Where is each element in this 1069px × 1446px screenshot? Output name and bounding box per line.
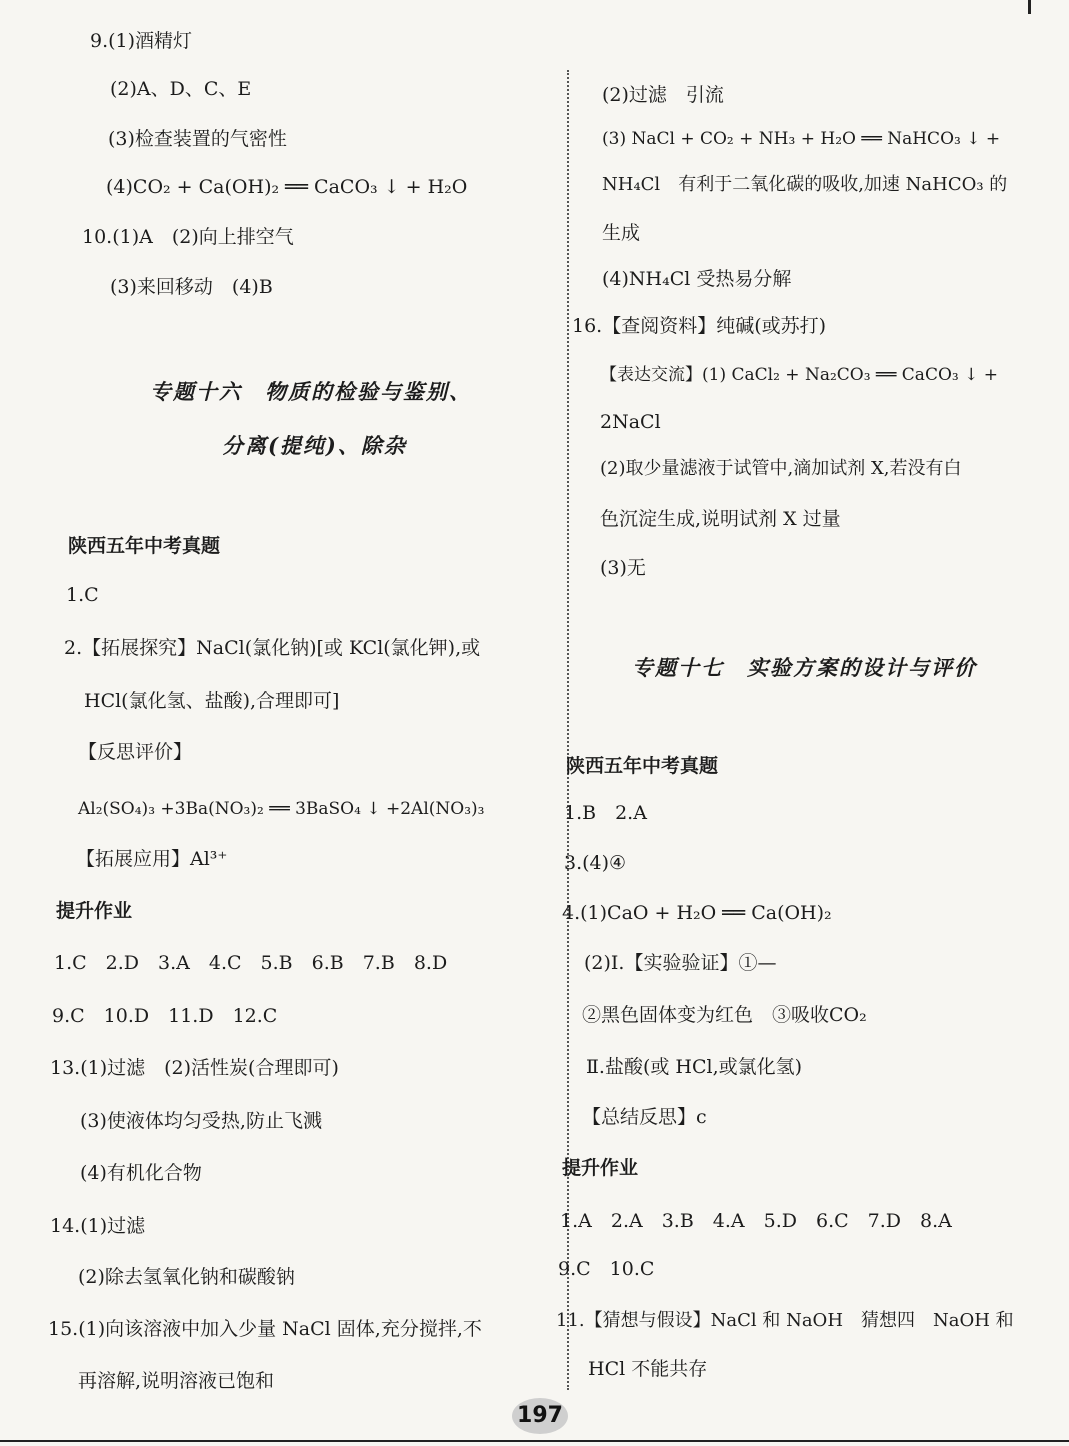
answer-line: (4)有机化合物 <box>80 1162 202 1184</box>
answer-line: 1.C 2.D 3.A 4.C 5.B 6.B 7.B 8.D <box>54 952 448 974</box>
page-number: 197 <box>512 1398 568 1434</box>
corner-mark <box>1028 0 1031 14</box>
answer-line: 1.C <box>66 584 99 606</box>
answer-line: (2)过滤 引流 <box>602 84 724 106</box>
answer-line: 9.(1)酒精灯 <box>90 30 193 52</box>
answer-line: 16.【查阅资料】纯碱(或苏打) <box>572 315 827 337</box>
equation-line: 【表达交流】(1) CaCl₂ + Na₂CO₃ ══ CaCO₃ ↓ + <box>600 365 998 385</box>
equation-line: Al₂(SO₄)₃ +3Ba(NO₃)₂ ══ 3BaSO₄ ↓ +2Al(NO₃)₃ <box>78 799 485 819</box>
answer-line: 1.B 2.A <box>564 802 647 824</box>
answer-line: 【总结反思】c <box>582 1106 707 1128</box>
answer-line: ②黑色固体变为红色 ③吸收CO₂ <box>582 1004 867 1026</box>
equation-line: (3) NaCl + CO₂ + NH₃ + H₂O ══ NaHCO₃ ↓ + <box>602 129 1001 149</box>
answer-line: (3)来回移动 (4)B <box>110 276 273 298</box>
answer-line: 9.C 10.C <box>558 1258 655 1280</box>
answer-line: 再溶解,说明溶液已饱和 <box>78 1370 275 1392</box>
answer-line: 11.【猜想与假设】NaCl 和 NaOH 猜想四 NaOH 和 <box>556 1310 1014 1331</box>
answer-line: 9.C 10.D 11.D 12.C <box>52 1005 278 1027</box>
answer-line: Ⅱ.盐酸(或 HCl,或氯化氢) <box>586 1056 803 1078</box>
answer-line: 15.(1)向该溶液中加入少量 NaCl 固体,充分搅拌,不 <box>48 1318 482 1340</box>
answer-line: 色沉淀生成,说明试剂 X 过量 <box>600 508 841 530</box>
answer-line: 2NaCl <box>600 411 661 433</box>
section-heading: 提升作业 <box>56 900 133 922</box>
bottom-rule <box>0 1440 1069 1442</box>
answer-line: 14.(1)过滤 <box>50 1215 146 1237</box>
section-heading: 陕西五年中考真题 <box>68 535 221 557</box>
answer-line: 【反思评价】 <box>78 741 193 763</box>
answer-line: (2)除去氢氧化钠和碳酸钠 <box>78 1266 295 1288</box>
answer-line: (3)检查装置的气密性 <box>108 128 287 150</box>
answer-line: 【拓展应用】Al³⁺ <box>76 848 228 870</box>
answer-line: 生成 <box>602 222 641 244</box>
column-divider <box>567 70 569 1390</box>
answer-line: HCl(氯化氢、盐酸),合理即可] <box>84 690 340 712</box>
answer-line: 1.A 2.A 3.B 4.A 5.D 6.C 7.D 8.A <box>560 1210 952 1232</box>
answer-line: (2)Ⅰ.【实验验证】①— <box>584 952 777 974</box>
section-title: 专题十七 实验方案的设计与评价 <box>632 655 977 680</box>
answer-line: 2.【拓展探究】NaCl(氯化钠)[或 KCl(氯化钾),或 <box>64 637 481 659</box>
answer-line: (4)CO₂ + Ca(OH)₂ ══ CaCO₃ ↓ + H₂O <box>106 176 468 198</box>
answer-line: 10.(1)A (2)向上排空气 <box>82 226 294 248</box>
section-heading: 陕西五年中考真题 <box>566 755 719 777</box>
answer-line: NH₄Cl 有利于二氧化碳的吸收,加速 NaHCO₃ 的 <box>602 174 1008 195</box>
answer-line: (2)A、D、C、E <box>110 78 252 100</box>
section-title: 分离(提纯)、除杂 <box>222 433 407 458</box>
answer-line: 4.(1)CaO + H₂O ══ Ca(OH)₂ <box>562 902 832 924</box>
answer-line: 3.(4)④ <box>564 852 627 874</box>
answer-line: HCl 不能共存 <box>588 1358 708 1380</box>
answer-line: (4)NH₄Cl 受热易分解 <box>602 268 792 290</box>
answer-line: (2)取少量滤液于试管中,滴加试剂 X,若没有白 <box>600 458 962 479</box>
answer-line: (3)无 <box>600 557 646 579</box>
answer-line: (3)使液体均匀受热,防止飞溅 <box>80 1110 322 1132</box>
answer-line: 13.(1)过滤 (2)活性炭(合理即可) <box>50 1057 339 1079</box>
section-heading: 提升作业 <box>562 1157 639 1179</box>
section-title: 专题十六 物质的检验与鉴别、 <box>150 379 472 404</box>
